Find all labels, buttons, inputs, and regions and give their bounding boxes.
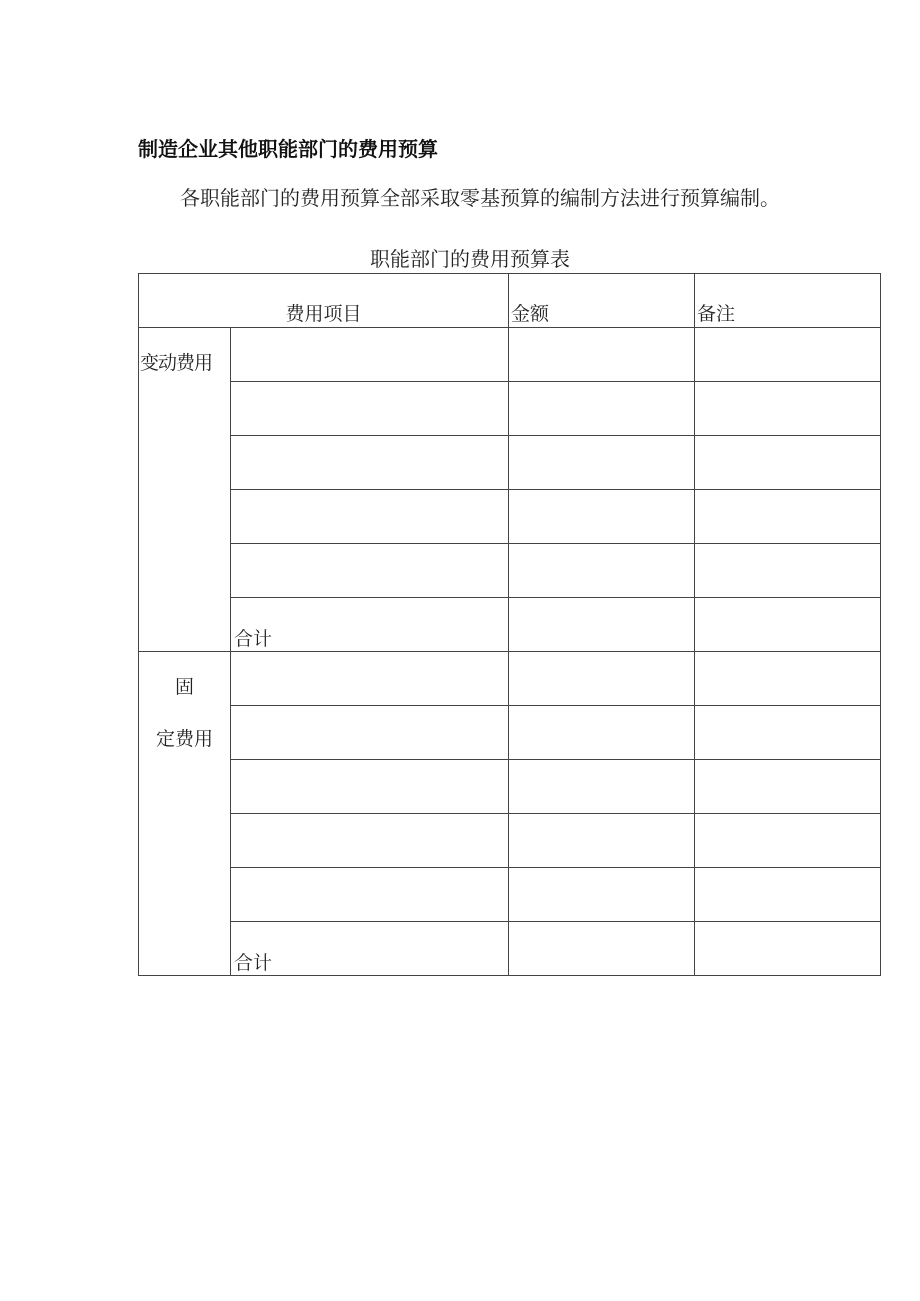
budget-table — [138, 273, 881, 976]
amount-cell — [509, 706, 695, 760]
table-row — [139, 490, 881, 544]
amount-cell — [509, 760, 695, 814]
amount-cell — [509, 382, 695, 436]
variable-total-label: 合计 — [231, 598, 509, 652]
item-cell — [231, 436, 509, 490]
table-row — [139, 814, 881, 868]
amount-cell — [509, 328, 695, 382]
item-cell — [231, 490, 509, 544]
item-cell — [231, 868, 509, 922]
amount-cell — [509, 814, 695, 868]
table-row — [139, 328, 881, 382]
remark-cell — [695, 382, 881, 436]
table-row — [139, 436, 881, 490]
remark-cell — [695, 760, 881, 814]
table-row — [139, 706, 881, 760]
header-item: 费用项目 — [139, 274, 509, 328]
page-heading: 制造企业其他职能部门的费用预算 — [138, 137, 438, 161]
amount-cell — [509, 490, 695, 544]
intro-paragraph: 各职能部门的费用预算全部采取零基预算的编制方法进行预算编制。 — [180, 186, 780, 210]
amount-cell — [509, 436, 695, 490]
variable-total-row — [139, 598, 881, 652]
amount-cell — [509, 652, 695, 706]
remark-cell — [695, 652, 881, 706]
fixed-label-line2: 定费用 — [155, 728, 213, 750]
item-cell — [231, 382, 509, 436]
item-cell — [231, 760, 509, 814]
amount-cell — [509, 868, 695, 922]
item-cell — [231, 652, 509, 706]
table-row — [139, 652, 881, 706]
remark-cell — [695, 598, 881, 652]
item-cell — [231, 706, 509, 760]
remark-cell — [695, 436, 881, 490]
amount-cell — [509, 544, 695, 598]
fixed-total-label: 合计 — [231, 922, 509, 976]
amount-cell — [509, 598, 695, 652]
item-cell — [231, 328, 509, 382]
table-row — [139, 382, 881, 436]
table-row — [139, 544, 881, 598]
table-row — [139, 760, 881, 814]
remark-cell — [695, 922, 881, 976]
remark-cell — [695, 328, 881, 382]
table-caption: 职能部门的费用预算表 — [370, 247, 570, 271]
item-cell — [231, 544, 509, 598]
table-header-row — [139, 274, 881, 328]
remark-cell — [695, 544, 881, 598]
remark-cell — [695, 490, 881, 544]
fixed-label-line1: 固 — [174, 676, 194, 698]
item-cell — [231, 814, 509, 868]
variable-expenses-label: 变动费用 — [139, 328, 231, 652]
fixed-expenses-label — [139, 652, 231, 976]
remark-cell — [695, 706, 881, 760]
amount-cell — [509, 922, 695, 976]
header-remark: 备注 — [695, 274, 881, 328]
table-row — [139, 868, 881, 922]
fixed-total-row — [139, 922, 881, 976]
header-amount: 金额 — [509, 274, 695, 328]
remark-cell — [695, 868, 881, 922]
remark-cell — [695, 814, 881, 868]
